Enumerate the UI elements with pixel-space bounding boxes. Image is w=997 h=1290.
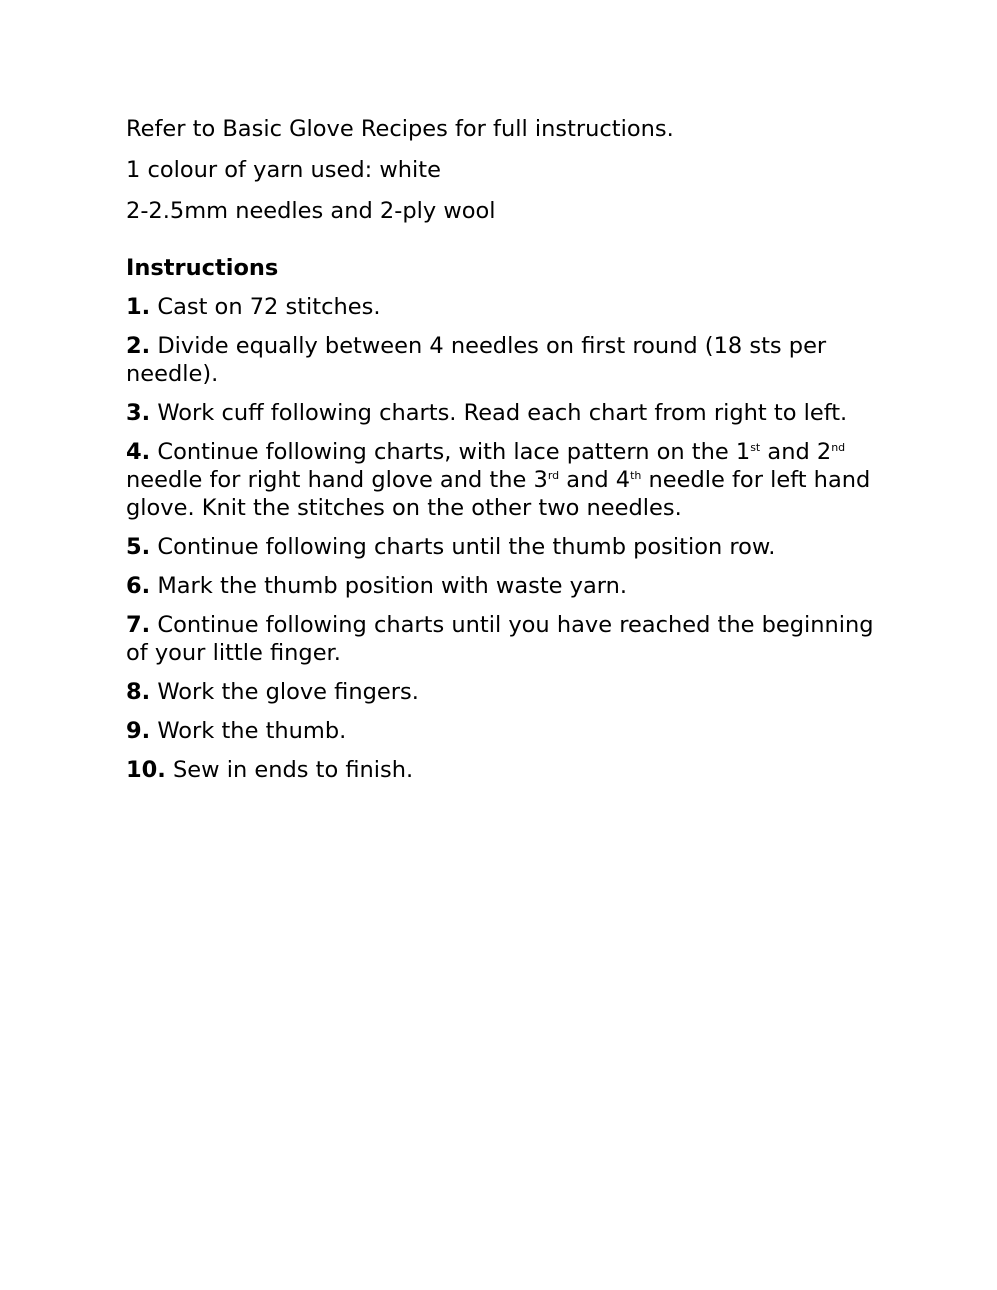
instruction-step-9 <box>126 717 886 745</box>
step-number: 7. <box>126 612 151 638</box>
ordinal-suffix: nd <box>831 441 846 454</box>
step-text: needle for right hand glove and the 3 <box>126 467 548 493</box>
step-text: Continue following charts, with lace pattern on the 1 <box>157 439 751 465</box>
step-text: Work the thumb. <box>157 718 347 744</box>
step-number: 10. <box>126 757 166 783</box>
intro-line-needles: 2-2.5mm needles and 2-ply wool <box>126 198 496 224</box>
step-text: and 4 <box>559 467 631 493</box>
step-number: 5. <box>126 534 151 560</box>
instruction-step-8 <box>126 678 886 706</box>
instruction-step-2 <box>126 332 886 388</box>
ordinal-suffix: th <box>630 469 642 482</box>
step-number: 4. <box>126 439 151 465</box>
step-number: 9. <box>126 718 151 744</box>
instruction-step-7 <box>126 611 886 667</box>
step-text: needle for left hand glove. Knit the stitches on the other two needles. <box>126 467 871 521</box>
step-number: 6. <box>126 573 151 599</box>
instruction-step-10 <box>126 756 886 784</box>
instruction-step-1 <box>126 293 886 321</box>
ordinal-suffix: rd <box>547 469 560 482</box>
ordinal-suffix: st <box>750 441 761 454</box>
intro-line-recipes: Refer to Basic Glove Recipes for full instructions. <box>126 116 674 142</box>
step-number: 1. <box>126 294 151 320</box>
instruction-steps-list <box>126 293 886 784</box>
document-page <box>126 115 886 795</box>
step-number: 2. <box>126 333 151 359</box>
step-number: 8. <box>126 679 151 705</box>
step-text: Sew in ends to finish. <box>173 757 414 783</box>
step-text: Continue following charts until you have reached the beginning of your little finger. <box>126 612 874 666</box>
step-text: Work cuff following charts. Read each chart from right to left. <box>157 400 848 426</box>
step-text: and 2 <box>760 439 832 465</box>
instruction-step-6 <box>126 572 886 600</box>
instruction-step-5 <box>126 533 886 561</box>
instruction-step-4 <box>126 438 886 522</box>
step-text: Divide equally between 4 needles on first round (18 sts per needle). <box>126 333 827 387</box>
step-text: Mark the thumb position with waste yarn. <box>157 573 628 599</box>
instruction-step-3 <box>126 399 886 427</box>
step-number: 3. <box>126 400 151 426</box>
step-text: Cast on 72 stitches. <box>157 294 381 320</box>
instructions-heading: Instructions <box>126 255 279 281</box>
intro-line-yarn-colour: 1 colour of yarn used: white <box>126 157 441 183</box>
step-text: Continue following charts until the thumb position row. <box>157 534 776 560</box>
step-text: Work the glove fingers. <box>157 679 419 705</box>
